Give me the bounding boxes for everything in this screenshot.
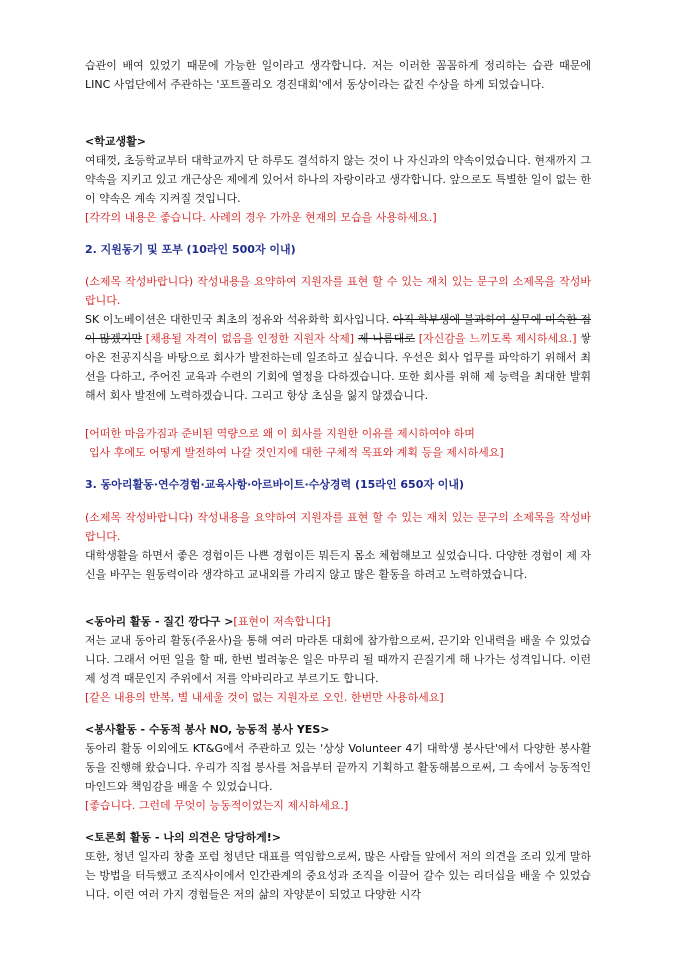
volunteer-body: 동아리 활동 이외에도 KT&G에서 주관하고 있는 '상상 Volunteer 4기 대학생 봉사단'에서 다양한 봉사활동을 진행해 왔습니다. 우리가 직접 봉사를 처음부터 끝까지 기획하고 활동해봄으로써, 그 속에서 능동적인 마인드와 책임감을 배울 수 있었습니다. [85,742,591,793]
section-2-struck-text: 아직 학부생에 불과하여 실무에 미숙한 점이 많겠지만 [85,313,592,345]
club-comment: [같은 내용의 반복, 별 내세울 것이 없는 지원자로 오인. 한번만 사용하세요] [85,691,444,704]
section-2-body-rest: 쌓아온 전공지식을 바탕으로 회사가 발전하는데 일조하고 싶습니다. 우선은 회사 업무를 파악하기 위해서 최선을 다하고, 주어진 교육과 수련의 기회에 열정을 다하겠습니다. 또한 회사를 위해 제 능력을 최대한 발휘해서 회사 발전에 노력하겠습니다. 그리고 항상 초심을 잃지 않겠습니다. [85,332,592,402]
section-2-comment-1: [채용될 자격이 없음을 인정한 지원자 삭제] [145,332,355,345]
club-heading-line [85,612,591,631]
section-2-heading: 2. 지원동기 및 포부 (10라인 500자 이내) [85,243,296,256]
section-3-heading: 3. 동아리활동·연수경험·교육사항·아르바이트·수상경력 (15라인 650자 이내) [85,478,465,491]
volunteer-comment: [좋습니다. 그런데 무엇이 능동적이었는지 제시하세요.] [85,799,349,812]
section-2-struck-text-2: 제 나름대로 [357,332,415,345]
debate-heading: <토론회 활동 - 나의 의견은 당당하게!> [85,831,281,844]
section-3-body: 대학생활을 하면서 좋은 경험이든 나쁜 경험이든 뭐든지 몸소 체험해보고 싶었습니다. 다양한 경험이 제 자신을 바꾸는 원동력이라 생각하고 교내외를 가리지 않고 많은 활동을 하려고 노력하였습니다. [85,549,591,581]
section-2-body [85,310,591,405]
section-2-comment-2: [자신감을 느끼도록 제시하세요.] [418,332,577,345]
volunteer-heading: <봉사활동 - 수동적 봉사 NO, 능동적 봉사 YES> [85,723,330,736]
section-2-note: (소제목 작성바랍니다) 작성내용을 요약하여 지원자를 표현 할 수 있는 재치 있는 문구의 소제목을 작성바랍니다. [85,275,591,307]
section-2-comment-3-line-1: [어떠한 마음가짐과 준비된 역량으로 왜 이 회사를 지원한 이유를 제시하여야 하며 [85,427,475,440]
school-life-body: 여태껏, 초등학교부터 대학교까지 단 하루도 결석하지 않는 것이 나 자신과의 약속이었습니다. 현재까지 그 약속을 지키고 있고 개근상은 제에게 있어서 하나의 자랑이라고 생각합니다. 앞으로도 특별한 일이 없는 한 이 약속은 계속 지켜질 것입니다. [85,154,591,205]
club-body: 저는 교내 동아리 활동(주윤사)을 통해 여러 마라톤 대회에 참가함으로써, 끈기와 인내력을 배울 수 있었습니다. 그래서 어떤 일을 할 때, 한번 벌려놓은 일은 마무리 될 때까지 끈질기게 해 나가는 성격입니다. 이런 제 성격 때문인지 주위에서 저를 악바리라고 부르기도 합니다. [85,634,591,685]
intro-paragraph: 습관이 배여 있었기 때문에 가능한 일이라고 생각합니다. 저는 이러한 꼼꼼하게 정리하는 습관 때문에 LINC 사업단에서 주관하는 '포트폴리오 경진대회'에서 동상이라는 값진 수상을 하게 되었습니다. [85,59,591,91]
club-heading-comment: [표현이 저속합니다] [233,615,331,628]
school-life-comment: [각각의 내용은 좋습니다. 사례의 경우 가까운 현재의 모습을 사용하세요.] [85,211,437,224]
school-life-heading: <학교생활> [85,135,146,148]
section-3-note: (소제목 작성바랍니다) 작성내용을 요약하여 지원자를 표현 할 수 있는 재치 있는 문구의 소제목을 작성바랍니다. [85,511,591,543]
section-2-comment-3-line-2: 입사 후에도 어떻게 발전하여 나갈 것인지에 대한 구체적 목표와 계획 등을 제시하세요] [89,446,504,459]
debate-body: 또한, 청년 일자리 창출 포럼 청년단 대표를 역임함으로써, 많은 사람들 앞에서 저의 의견을 조리 있게 말하는 방법을 터득했고 조직사이에서 인간관계의 중요성과 조직을 이끌어 갈수 있는 리더십을 배울 수 있었습니다. 이런 여러 가지 경험들은 저의 삶의 자양분이 되었고 다양한 시각 [85,850,591,901]
club-heading: <동아리 활동 - 질긴 깡다구 > [85,615,234,628]
section-2-body-start: SK 이노베이션은 대한민국 최초의 정유와 석유화학 회사입니다. [85,313,390,326]
